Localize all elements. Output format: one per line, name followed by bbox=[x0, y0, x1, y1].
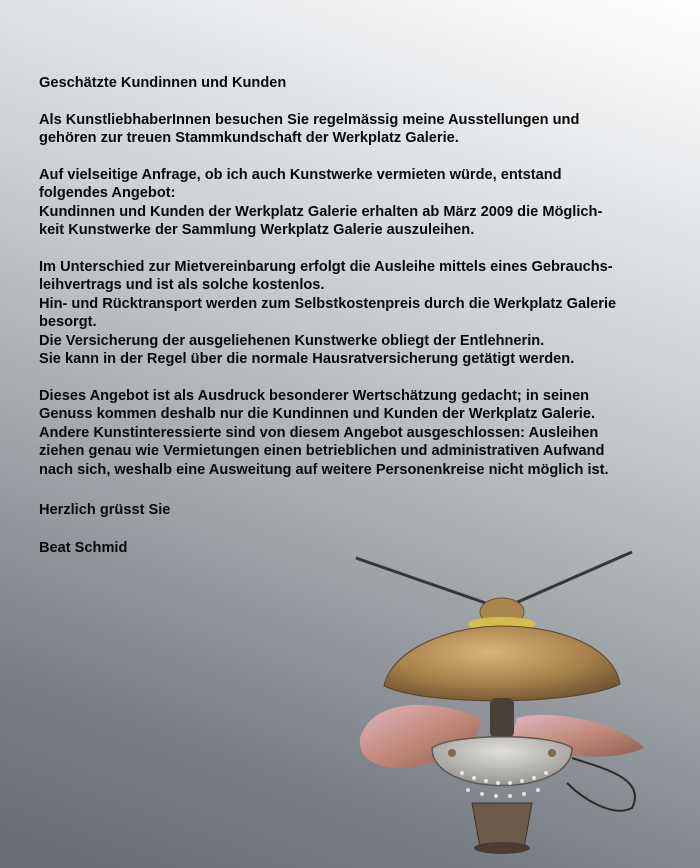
paragraph-line: Genuss kommen deshalb nur die Kundinnen und Kunden der Werkplatz Galerie. bbox=[39, 406, 596, 422]
neck bbox=[490, 698, 514, 738]
paragraph-line: Sie kann in der Regel über die normale Hausratversicherung getätigt werden. bbox=[39, 351, 575, 367]
closing: Herzlich grüsst Sie bbox=[39, 502, 171, 518]
rivet bbox=[448, 749, 456, 757]
paragraph-exclusivity bbox=[39, 387, 669, 480]
paragraph-line: Im Unterschied zur Mietvereinbarung erfolgt die Ausleihe mittels eines Gebrauchs- bbox=[39, 258, 613, 275]
paragraph-line: Hin- und Rücktransport werden zum Selbstkostenpreis durch die Werkplatz Galerie bbox=[39, 295, 617, 312]
rivet bbox=[548, 749, 556, 757]
base-foot bbox=[474, 842, 530, 854]
salutation: Geschätzte Kundinnen und Kunden bbox=[39, 75, 287, 91]
letter-body bbox=[39, 74, 669, 557]
antenna-right bbox=[504, 552, 632, 608]
paragraph-line: folgendes Angebot: bbox=[39, 185, 176, 201]
paragraph-line: ziehen genau wie Vermietungen einen betrieblichen und administrativen Aufwand bbox=[39, 443, 605, 459]
paragraph-terms bbox=[39, 258, 669, 369]
paragraph-line: Kundinnen und Kunden der Werkplatz Galerie erhalten ab März 2009 die Möglich- bbox=[39, 203, 603, 220]
dome-shell bbox=[384, 626, 620, 701]
paragraph-line: Die Versicherung der ausgeliehenen Kunstwerke obliegt der Entlehnerin. bbox=[39, 332, 545, 349]
tail-wire bbox=[567, 758, 635, 811]
paragraph-invitation bbox=[39, 111, 669, 148]
paragraph-line: Dieses Angebot ist als Ausdruck besonderer Wertschätzung gedacht; in seinen bbox=[39, 387, 590, 404]
insect-sculpture-icon bbox=[352, 548, 652, 868]
paragraph-line: keit Kunstwerke der Sammlung Werkplatz Galerie auszuleihen. bbox=[39, 222, 475, 238]
body-bowl bbox=[432, 737, 572, 786]
base-stand bbox=[472, 803, 532, 848]
paragraph-line: Als KunstliebhaberInnen besuchen Sie regelmässig meine Ausstellungen und bbox=[39, 111, 580, 128]
paragraph-line: leihvertrags und ist als solche kostenlos. bbox=[39, 277, 325, 293]
paragraph-line: besorgt. bbox=[39, 314, 97, 330]
paragraph-line: Andere Kunstinteressierte sind von diesem Angebot ausgeschlossen: Ausleihen bbox=[39, 424, 599, 441]
antenna-left bbox=[356, 558, 500, 608]
paragraph-line: nach sich, weshalb eine Ausweitung auf weitere Personenkreise nicht möglich ist. bbox=[39, 461, 609, 478]
signature: Beat Schmid bbox=[39, 539, 128, 556]
paragraph-line: gehören zur treuen Stammkundschaft der Werkplatz Galerie. bbox=[39, 130, 459, 146]
paragraph-offer bbox=[39, 166, 669, 240]
paragraph-line: Auf vielseitige Anfrage, ob ich auch Kunstwerke vermieten würde, entstand bbox=[39, 166, 562, 183]
